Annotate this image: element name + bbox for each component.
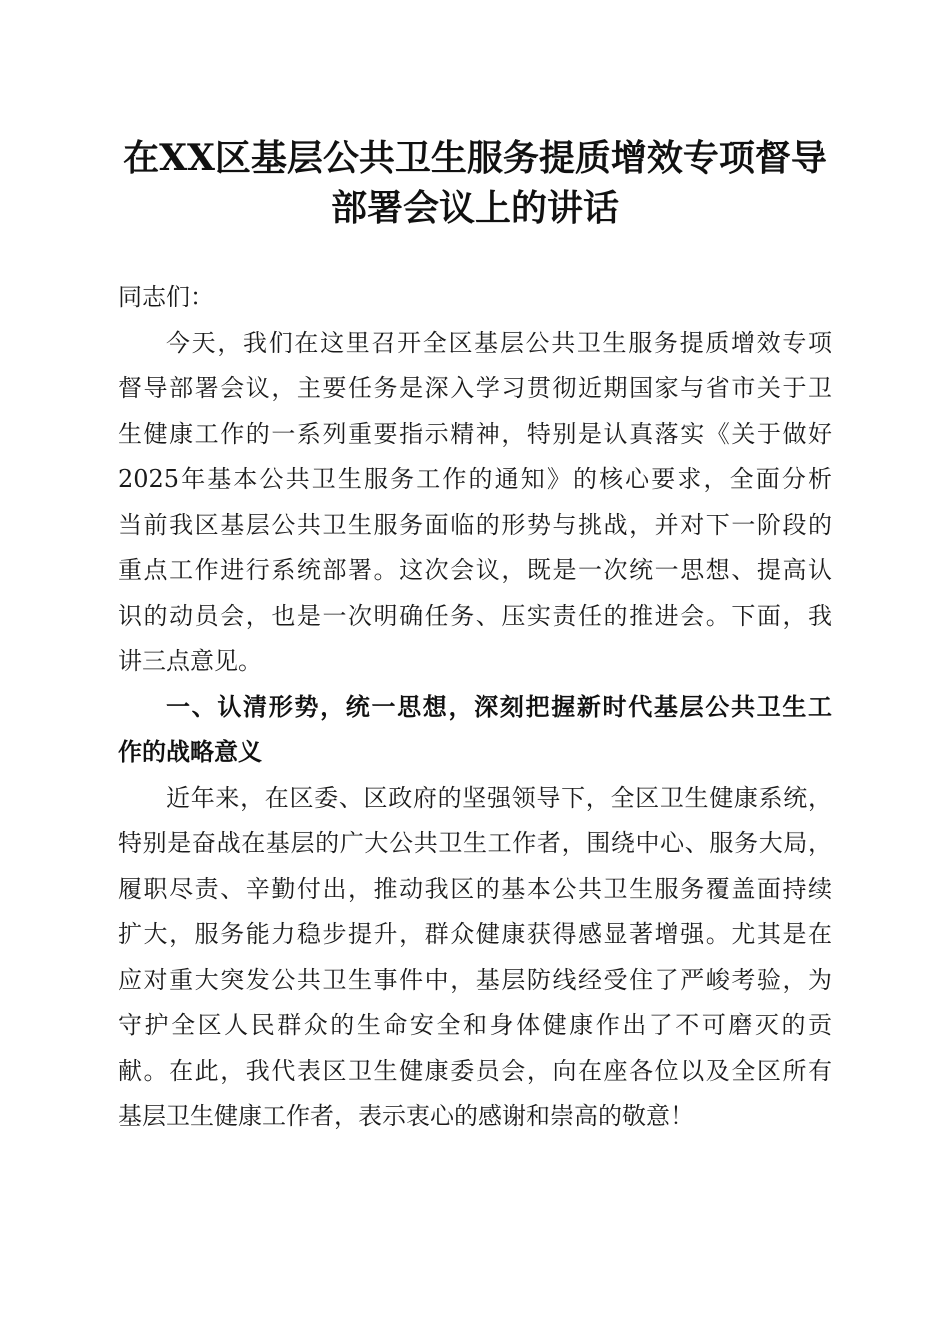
paragraph-2-line: 扩大，服务能力稳步提升，群众健康获得感显著增强。尤其是在 [118, 920, 832, 948]
paragraph-1-line: 生健康工作的一系列重要指示精神，特别是认真落实《关于做好 [118, 419, 832, 448]
paragraph-1 [118, 321, 832, 685]
paragraph-1-line: 当前我区基层公共卫生服务面临的形势与挑战，并对下一阶段的 [118, 510, 832, 539]
paragraph-2-line: 履职尽责、辛勤付出，推动我区的基本公共卫生服务覆盖面持续 [118, 874, 832, 903]
paragraph-2-line: 近年来，在区委、区政府的坚强领导下，全区卫生健康系统， [166, 783, 832, 812]
document-title [100, 133, 850, 233]
paragraph-1-line: 重点工作进行系统部署。这次会议，既是一次统一思想、提高认 [118, 556, 832, 584]
section-heading-1-line: 作的战略意义 [118, 738, 262, 766]
title-line-1: 在XX区基层公共卫生服务提质增效专项督导 [123, 137, 827, 179]
paragraph-1-line: 2025年基本公共卫生服务工作的通知》的核心要求，全面分析 [118, 465, 832, 493]
section-heading-1-line: 一、认清形势，统一思想，深刻把握新时代基层公共卫生工 [166, 692, 832, 721]
paragraph-1-line: 今天，我们在这里召开全区基层公共卫生服务提质增效专项 [166, 328, 832, 357]
title-line-2: 部署会议上的讲话 [330, 187, 619, 229]
paragraph-2 [118, 776, 832, 1140]
document-body [118, 275, 832, 1140]
paragraph-2-line: 特别是奋战在基层的广大公共卫生工作者，围绕中心、服务大局， [118, 829, 832, 857]
paragraph-1-line: 讲三点意见。 [118, 647, 262, 675]
paragraph-1-line: 识的动员会，也是一次明确任务、压实责任的推进会。下面，我 [118, 601, 832, 630]
paragraph-2-line: 献。在此，我代表区卫生健康委员会，向在座各位以及全区所有 [118, 1056, 832, 1085]
paragraph-1-line: 督导部署会议，主要任务是深入学习贯彻近期国家与省市关于卫 [118, 374, 832, 402]
salutation [118, 275, 832, 321]
section-heading-1 [118, 685, 832, 776]
salutation-text: 同志们： [118, 283, 214, 311]
paragraph-2-line: 应对重大突发公共卫生事件中，基层防线经受住了严峻考验，为 [118, 965, 832, 994]
paragraph-2-line: 基层卫生健康工作者，表示衷心的感谢和崇高的敬意！ [118, 1102, 694, 1130]
paragraph-2-line: 守护全区人民群众的生命安全和身体健康作出了不可磨灭的贡 [118, 1011, 832, 1039]
